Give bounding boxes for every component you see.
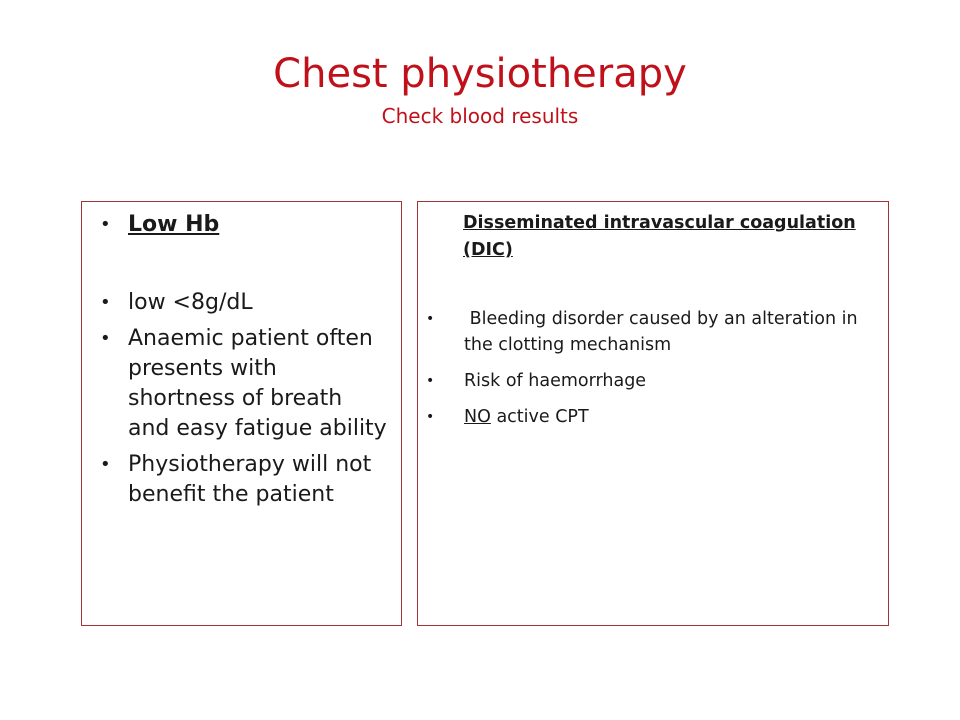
bullet-icon: • xyxy=(100,214,111,235)
bullet-icon: • xyxy=(100,292,111,313)
list-item-text: Anaemic patient often presents with shortness of breath and easy fatigue ability xyxy=(128,326,387,441)
left-bullet-list xyxy=(100,210,390,510)
spacer xyxy=(100,240,390,288)
slide-subtitle: Check blood results xyxy=(381,104,579,128)
list-item-text: active CPT xyxy=(490,407,589,427)
list-item-text: Risk of haemorrhage xyxy=(464,371,647,391)
list-item xyxy=(426,404,866,430)
left-panel xyxy=(81,201,402,626)
list-item xyxy=(426,306,866,358)
list-item-text: low <8g/dL xyxy=(128,290,253,315)
list-item xyxy=(100,324,390,444)
slide-title: Chest physiotherapy xyxy=(273,51,687,97)
list-item-text: Physiotherapy will not benefit the patient xyxy=(128,452,372,507)
no-emphasis: NO xyxy=(464,407,491,427)
right-panel xyxy=(417,201,889,626)
bullet-icon: • xyxy=(100,328,111,349)
list-item xyxy=(426,368,866,394)
right-panel-heading: Disseminated intravascular coagulation (DIC) xyxy=(463,213,856,260)
list-item xyxy=(100,288,390,318)
right-bullet-list xyxy=(426,306,866,440)
bullet-icon: • xyxy=(100,454,111,475)
left-panel-heading: Low Hb xyxy=(128,212,220,237)
bullet-icon: • xyxy=(426,311,435,327)
list-item-heading xyxy=(100,210,390,240)
title-block xyxy=(0,48,960,130)
list-item xyxy=(100,450,390,510)
list-item-text: Bleeding disorder caused by an alteration in the clotting mechanism xyxy=(464,309,864,355)
bullet-icon: • xyxy=(426,409,435,425)
bullet-icon: • xyxy=(426,373,435,389)
